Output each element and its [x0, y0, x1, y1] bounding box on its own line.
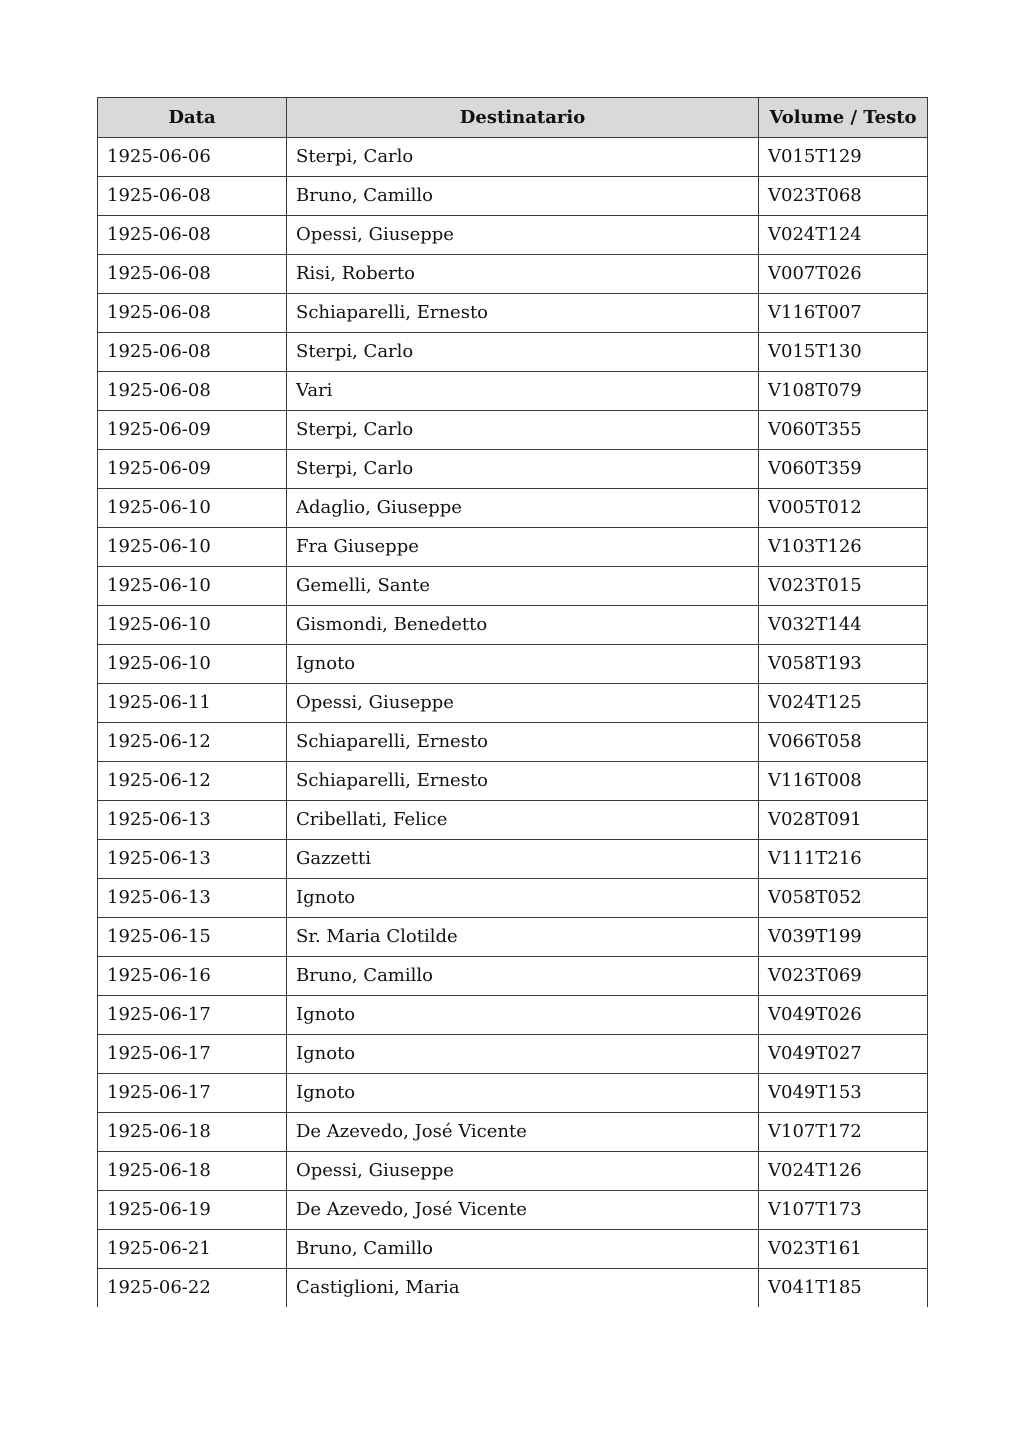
- cell-recipient: De Azevedo, José Vicente: [287, 1191, 759, 1230]
- table-row: [98, 489, 928, 528]
- cell-recipient: Fra Giuseppe: [287, 528, 759, 567]
- cell-volume: V116T007: [759, 294, 928, 333]
- table-row: [98, 1035, 928, 1074]
- cell-date: 1925-06-08: [98, 372, 287, 411]
- column-header-recipient: Destinatario: [287, 98, 759, 138]
- cell-date: 1925-06-19: [98, 1191, 287, 1230]
- cell-volume: V116T008: [759, 762, 928, 801]
- cell-recipient: Gazzetti: [287, 840, 759, 879]
- letters-index-table: [97, 97, 928, 1307]
- table-row: [98, 1152, 928, 1191]
- cell-volume: V060T359: [759, 450, 928, 489]
- table-row: [98, 879, 928, 918]
- cell-date: 1925-06-06: [98, 138, 287, 177]
- cell-volume: V111T216: [759, 840, 928, 879]
- cell-date: 1925-06-08: [98, 177, 287, 216]
- table-row: [98, 606, 928, 645]
- table-row: [98, 996, 928, 1035]
- cell-recipient: Gismondi, Benedetto: [287, 606, 759, 645]
- cell-recipient: Bruno, Camillo: [287, 1230, 759, 1269]
- cell-date: 1925-06-17: [98, 996, 287, 1035]
- cell-date: 1925-06-12: [98, 762, 287, 801]
- table-row: [98, 411, 928, 450]
- cell-volume: V032T144: [759, 606, 928, 645]
- table-row: [98, 216, 928, 255]
- cell-volume: V023T068: [759, 177, 928, 216]
- cell-date: 1925-06-08: [98, 255, 287, 294]
- cell-recipient: Sterpi, Carlo: [287, 138, 759, 177]
- cell-recipient: Ignoto: [287, 1035, 759, 1074]
- cell-volume: V024T125: [759, 684, 928, 723]
- cell-recipient: Gemelli, Sante: [287, 567, 759, 606]
- cell-date: 1925-06-18: [98, 1152, 287, 1191]
- table-row: [98, 684, 928, 723]
- table-row: [98, 450, 928, 489]
- cell-volume: V060T355: [759, 411, 928, 450]
- table-row: [98, 957, 928, 996]
- cell-recipient: Ignoto: [287, 1074, 759, 1113]
- cell-recipient: Ignoto: [287, 645, 759, 684]
- cell-volume: V066T058: [759, 723, 928, 762]
- cell-recipient: Sterpi, Carlo: [287, 450, 759, 489]
- cell-date: 1925-06-17: [98, 1035, 287, 1074]
- cell-volume: V015T130: [759, 333, 928, 372]
- cell-date: 1925-06-17: [98, 1074, 287, 1113]
- cell-volume: V041T185: [759, 1269, 928, 1308]
- table-row: [98, 567, 928, 606]
- table-row: [98, 1191, 928, 1230]
- cell-volume: V024T124: [759, 216, 928, 255]
- table-row: [98, 723, 928, 762]
- cell-volume: V049T153: [759, 1074, 928, 1113]
- cell-date: 1925-06-10: [98, 489, 287, 528]
- cell-recipient: Sterpi, Carlo: [287, 411, 759, 450]
- table-row: [98, 918, 928, 957]
- cell-recipient: Ignoto: [287, 996, 759, 1035]
- cell-volume: V015T129: [759, 138, 928, 177]
- table-row: [98, 645, 928, 684]
- cell-volume: V058T193: [759, 645, 928, 684]
- table-row: [98, 1230, 928, 1269]
- cell-volume: V108T079: [759, 372, 928, 411]
- cell-recipient: Schiaparelli, Ernesto: [287, 723, 759, 762]
- table-row: [98, 1113, 928, 1152]
- cell-date: 1925-06-10: [98, 567, 287, 606]
- cell-volume: V049T026: [759, 996, 928, 1035]
- cell-date: 1925-06-10: [98, 528, 287, 567]
- cell-date: 1925-06-09: [98, 411, 287, 450]
- cell-recipient: Cribellati, Felice: [287, 801, 759, 840]
- table-row: [98, 177, 928, 216]
- cell-date: 1925-06-12: [98, 723, 287, 762]
- cell-date: 1925-06-22: [98, 1269, 287, 1308]
- cell-date: 1925-06-10: [98, 606, 287, 645]
- cell-volume: V023T015: [759, 567, 928, 606]
- cell-volume: V005T012: [759, 489, 928, 528]
- table-row: [98, 333, 928, 372]
- cell-date: 1925-06-13: [98, 879, 287, 918]
- cell-volume: V103T126: [759, 528, 928, 567]
- cell-volume: V023T161: [759, 1230, 928, 1269]
- table-row: [98, 294, 928, 333]
- cell-recipient: Vari: [287, 372, 759, 411]
- table-header-row: [98, 98, 928, 138]
- cell-date: 1925-06-16: [98, 957, 287, 996]
- cell-recipient: Opessi, Giuseppe: [287, 684, 759, 723]
- cell-date: 1925-06-21: [98, 1230, 287, 1269]
- cell-recipient: Schiaparelli, Ernesto: [287, 762, 759, 801]
- table-row: [98, 255, 928, 294]
- cell-volume: V007T026: [759, 255, 928, 294]
- table-row: [98, 372, 928, 411]
- table-row: [98, 1269, 928, 1308]
- cell-volume: V039T199: [759, 918, 928, 957]
- cell-recipient: Castiglioni, Maria: [287, 1269, 759, 1308]
- cell-date: 1925-06-10: [98, 645, 287, 684]
- table-row: [98, 1074, 928, 1113]
- table-body: [98, 138, 928, 1308]
- column-header-date: Data: [98, 98, 287, 138]
- table-row: [98, 801, 928, 840]
- table-row: [98, 840, 928, 879]
- column-header-volume: Volume / Testo: [759, 98, 928, 138]
- cell-volume: V028T091: [759, 801, 928, 840]
- cell-volume: V023T069: [759, 957, 928, 996]
- cell-date: 1925-06-11: [98, 684, 287, 723]
- cell-date: 1925-06-13: [98, 840, 287, 879]
- cell-recipient: Bruno, Camillo: [287, 957, 759, 996]
- cell-volume: V049T027: [759, 1035, 928, 1074]
- cell-recipient: Adaglio, Giuseppe: [287, 489, 759, 528]
- cell-volume: V107T173: [759, 1191, 928, 1230]
- cell-recipient: Sterpi, Carlo: [287, 333, 759, 372]
- cell-recipient: De Azevedo, José Vicente: [287, 1113, 759, 1152]
- cell-date: 1925-06-08: [98, 294, 287, 333]
- cell-recipient: Ignoto: [287, 879, 759, 918]
- cell-volume: V024T126: [759, 1152, 928, 1191]
- cell-date: 1925-06-08: [98, 216, 287, 255]
- table-row: [98, 762, 928, 801]
- table-header: [98, 98, 928, 138]
- cell-recipient: Opessi, Giuseppe: [287, 216, 759, 255]
- cell-date: 1925-06-08: [98, 333, 287, 372]
- cell-date: 1925-06-18: [98, 1113, 287, 1152]
- cell-recipient: Risi, Roberto: [287, 255, 759, 294]
- cell-date: 1925-06-13: [98, 801, 287, 840]
- cell-date: 1925-06-15: [98, 918, 287, 957]
- table-row: [98, 528, 928, 567]
- cell-volume: V058T052: [759, 879, 928, 918]
- cell-volume: V107T172: [759, 1113, 928, 1152]
- cell-recipient: Bruno, Camillo: [287, 177, 759, 216]
- cell-date: 1925-06-09: [98, 450, 287, 489]
- table-row: [98, 138, 928, 177]
- cell-recipient: Opessi, Giuseppe: [287, 1152, 759, 1191]
- cell-recipient: Schiaparelli, Ernesto: [287, 294, 759, 333]
- cell-recipient: Sr. Maria Clotilde: [287, 918, 759, 957]
